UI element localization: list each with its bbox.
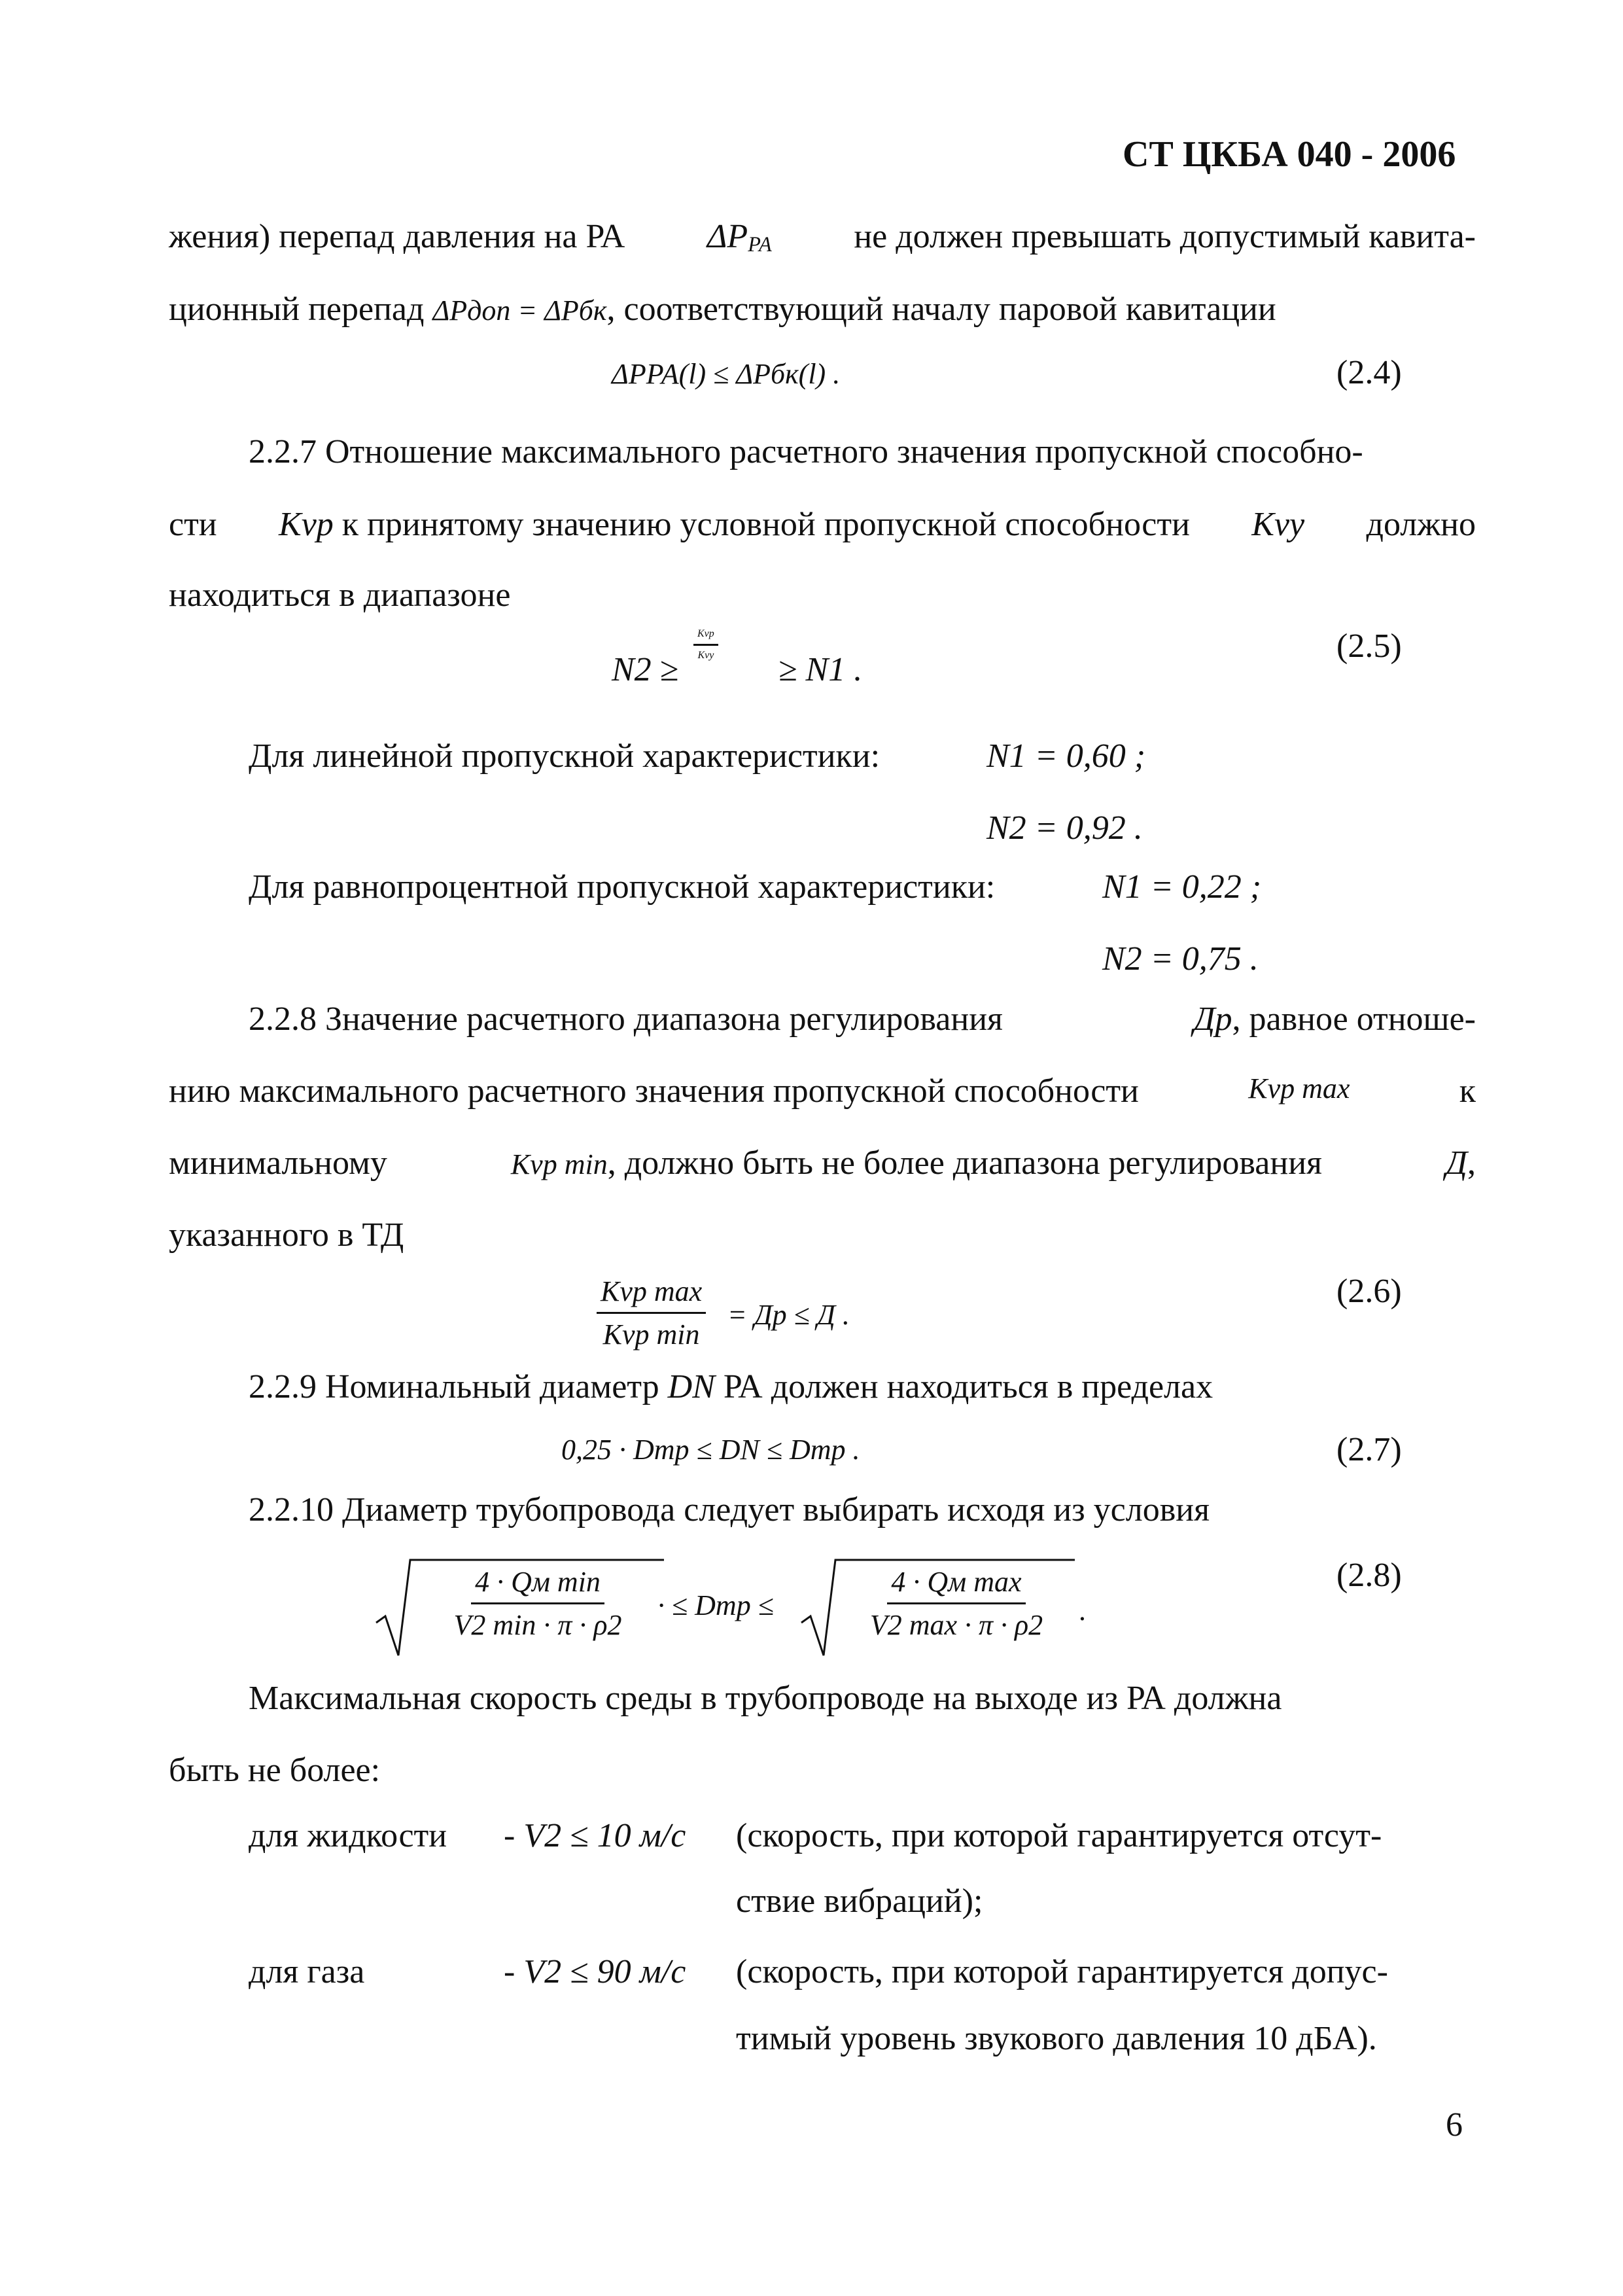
p228-line-4: указанного в ТД xyxy=(169,1216,404,1254)
text: сти xyxy=(169,506,217,543)
symbol-delta-p-ra: ΔPРА xyxy=(707,218,772,256)
radical-max xyxy=(801,1551,1083,1662)
equal-pct-n1: N1 = 0,22 ; xyxy=(1102,868,1262,906)
equation-2-5-left: N2 ≥ xyxy=(612,651,679,688)
equation-number-2-7: (2.7) xyxy=(1336,1431,1402,1468)
p227-line-1: 2.2.7 Отношение максимального расчетного значения пропускной способно- xyxy=(249,433,1363,470)
symbol-delta-p-dop: ΔPдоп = ΔPбк xyxy=(432,294,607,327)
text: , равное отноше- xyxy=(1232,1000,1476,1038)
para-cont-line-2 xyxy=(169,292,1276,327)
text: к xyxy=(1459,1072,1476,1110)
symbol-dp: Дp xyxy=(1193,1000,1232,1038)
text: жения) перепад давления на РА xyxy=(169,218,625,255)
text: не должен превышать допустимый кавита- xyxy=(854,218,1476,255)
equation-2-4: ΔPРА(l) ≤ ΔPбк(l) . xyxy=(612,358,841,390)
linear-label: Для линейной пропускной характеристики: xyxy=(249,737,881,775)
speed-line-1: Максимальная скорость среды в трубопроводе на выходе из РА должна xyxy=(249,1680,1282,1717)
symbol-d: Д xyxy=(1445,1144,1467,1182)
gas-label: для газа xyxy=(249,1953,365,1990)
numerator: Kvp max xyxy=(597,1275,706,1314)
linear-n1: N1 = 0,60 ; xyxy=(986,737,1146,775)
p228-line-2 xyxy=(169,1074,1476,1108)
text: РА должен находиться в пределах xyxy=(723,1368,1213,1405)
equation-number-2-8: (2.8) xyxy=(1336,1557,1402,1594)
numerator: 4 · Qм max xyxy=(887,1565,1025,1604)
document-code: СТ ЦКБА 040 - 2006 xyxy=(1123,134,1456,175)
equation-2-7: 0,25 · Dтр ≤ DN ≤ Dтр . xyxy=(561,1434,860,1466)
linear-n2: N2 = 0,92 . xyxy=(986,809,1143,847)
liquid-note-2: ствие вибраций); xyxy=(736,1882,983,1920)
fraction-kvp-max-min xyxy=(597,1275,706,1351)
text: ционный перепад xyxy=(169,291,425,328)
text: к принятому значению условной пропускной способности xyxy=(341,506,1190,543)
symbol-dn: DN xyxy=(667,1368,715,1405)
equal-pct-n2: N2 = 0,75 . xyxy=(1102,940,1259,978)
numerator: Kvp xyxy=(693,628,718,646)
radical-min xyxy=(376,1551,671,1662)
fraction-min xyxy=(417,1565,659,1642)
gas-note-2: тимый уровень звукового давления 10 дБА). xyxy=(736,2020,1377,2057)
equation-2-8-end: . xyxy=(1079,1595,1087,1627)
p227-line-3: находиться в диапазоне xyxy=(169,576,511,614)
text: нию максимального расчетного значения пропускной способности xyxy=(169,1072,1139,1110)
text: 2.2.9 Номинальный диаметр xyxy=(249,1368,659,1405)
equation-number-2-5: (2.5) xyxy=(1336,627,1402,665)
fraction-kvp-kvy xyxy=(693,628,718,662)
para-cont-line-1 xyxy=(169,220,1476,255)
equation-number-2-4: (2.4) xyxy=(1336,354,1402,391)
text: , должно быть не более диапазона регулирования xyxy=(607,1144,1322,1182)
liquid-note-1: (скорость, при которой гарантируется отсут- xyxy=(736,1817,1382,1854)
liquid-value: - V2 ≤ 10 м/с xyxy=(504,1817,686,1854)
p2210-line: 2.2.10 Диаметр трубопровода следует выбирать исходя из условия xyxy=(249,1491,1210,1528)
equation-2-5-right: ≥ N1 . xyxy=(778,651,863,688)
text: , соответствующий началу паровой кавитации xyxy=(606,291,1276,328)
page-number: 6 xyxy=(1446,2106,1463,2144)
liquid-label: для жидкости xyxy=(249,1817,447,1854)
p228-line-3 xyxy=(169,1146,1476,1180)
denominator: V2 min · π · ρ2 xyxy=(453,1609,622,1641)
text: должно xyxy=(1366,506,1476,543)
p229-line xyxy=(249,1370,1213,1404)
text: , xyxy=(1467,1144,1476,1182)
p227-line-2 xyxy=(169,508,1476,542)
gas-value: - V2 ≤ 90 м/с xyxy=(504,1953,686,1990)
text: минимальному xyxy=(169,1144,387,1182)
fraction-max xyxy=(842,1565,1071,1642)
symbol-kvp-max: Kvp max xyxy=(1248,1072,1350,1104)
denominator: Kvy xyxy=(697,650,714,661)
symbol-kvp-min: Kvp min xyxy=(510,1148,608,1180)
numerator: 4 · Qм min xyxy=(471,1565,604,1604)
equation-2-6-right: = Дp ≤ Д . xyxy=(727,1299,850,1331)
denominator: Kvp min xyxy=(602,1318,700,1351)
denominator: V2 max · π · ρ2 xyxy=(869,1609,1043,1641)
equation-2-8-middle: · ≤ Dтр ≤ xyxy=(657,1589,774,1621)
symbol-kvp: Kvp xyxy=(279,506,334,543)
symbol-kvy: Kvy xyxy=(1251,506,1305,543)
speed-line-2: быть не более: xyxy=(169,1752,381,1789)
text: 2.2.8 Значение расчетного диапазона регулирования xyxy=(249,1000,1003,1038)
p228-line-1 xyxy=(249,1002,1476,1036)
gas-note-1: (скорость, при которой гарантируется допус- xyxy=(736,1953,1388,1990)
equation-number-2-6: (2.6) xyxy=(1336,1273,1402,1310)
equal-pct-label: Для равнопроцентной пропускной характеристики: xyxy=(249,868,996,906)
